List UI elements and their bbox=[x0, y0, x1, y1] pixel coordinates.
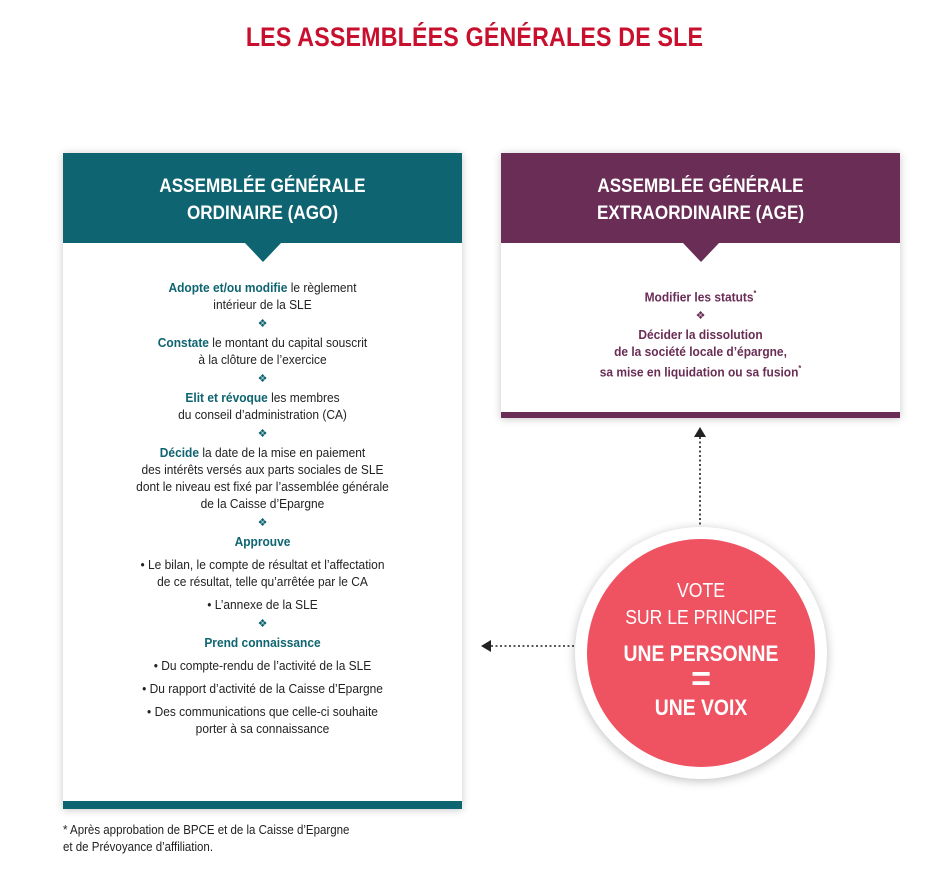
age-heading-line1: ASSEMBLÉE GÉNÉRALE bbox=[597, 176, 804, 197]
age-card bbox=[501, 153, 900, 418]
age-content bbox=[501, 285, 900, 381]
ago-header-pointer bbox=[245, 243, 281, 262]
ago-item4-line2: des intérêts versés aux parts sociales de SLE bbox=[141, 462, 384, 477]
ago-card bbox=[63, 153, 462, 809]
ago-item2-keyword: Constate bbox=[157, 335, 209, 350]
age-item2-line3: sa mise en liquidation ou sa fusion bbox=[599, 364, 799, 380]
vote-badge bbox=[575, 527, 827, 779]
age-heading-line2: EXTRAORDINAIRE (AGE) bbox=[596, 203, 805, 224]
ago-item5-bullet2: • L’annexe de la SLE bbox=[207, 597, 318, 612]
diamond-separator-icon: ❖ bbox=[257, 618, 268, 630]
ago-content bbox=[63, 279, 462, 737]
vote-line1: VOTE bbox=[677, 580, 725, 602]
age-card-header bbox=[501, 153, 900, 243]
age-item1: Modifier les statuts bbox=[644, 289, 754, 305]
ago-item1-text: le règlement bbox=[287, 280, 357, 295]
footnote bbox=[63, 822, 463, 856]
ago-item3-line2: du conseil d’administration (CA) bbox=[178, 407, 347, 422]
vote-line3: UNE PERSONNE bbox=[623, 641, 779, 666]
age-header-pointer bbox=[683, 243, 719, 262]
diamond-separator-icon: ❖ bbox=[257, 517, 268, 529]
ago-item1-keyword: Adopte et/ou modifie bbox=[168, 280, 288, 295]
age-item1-footnote-mark: * bbox=[753, 289, 757, 298]
diamond-separator-icon: ❖ bbox=[257, 373, 268, 385]
arrow-up-head-icon bbox=[694, 427, 706, 437]
page-title: LES ASSEMBLÉES GÉNÉRALES DE SLE bbox=[245, 22, 704, 52]
vote-badge-inner bbox=[587, 539, 815, 767]
ago-heading-line1: ASSEMBLÉE GÉNÉRALE bbox=[159, 176, 366, 197]
ago-item6-keyword: Prend connaissance bbox=[204, 635, 321, 650]
vote-line4: UNE VOIX bbox=[654, 695, 748, 720]
ago-item6-bullet3-line2: porter à sa connaissance bbox=[195, 721, 330, 736]
ago-item2-text: le montant du capital souscrit bbox=[208, 335, 368, 350]
diamond-separator-icon: ❖ bbox=[695, 310, 706, 323]
ago-item6-bullet3-line1: • Des communications que celle-ci souhaite bbox=[147, 704, 378, 719]
age-bottom-bar bbox=[501, 412, 900, 418]
ago-item2-line2: à la clôture de l’exercice bbox=[198, 352, 327, 367]
age-item2-footnote-mark: * bbox=[798, 364, 802, 374]
arrow-left-head-icon bbox=[481, 640, 491, 652]
ago-heading-line2: ORDINAIRE (AGO) bbox=[186, 203, 339, 224]
vote-equals: = bbox=[691, 660, 711, 698]
ago-item5-bullet1-line2: de ce résultat, telle qu’arrêtée par le CA bbox=[157, 574, 368, 589]
age-item2-line1: Décider la dissolution bbox=[638, 327, 763, 343]
ago-item4-line3: dont le niveau est fixé par l’assemblée générale bbox=[136, 479, 389, 494]
footnote-line2: et de Prévoyance d’affiliation. bbox=[63, 840, 214, 854]
ago-item3-text: les membres bbox=[267, 390, 340, 405]
ago-bottom-bar bbox=[63, 801, 462, 809]
ago-item4-text: la date de la mise en paiement bbox=[199, 445, 366, 460]
ago-item4-keyword: Décide bbox=[159, 445, 200, 460]
ago-item5-keyword: Approuve bbox=[234, 534, 291, 549]
ago-item3-keyword: Elit et révoque bbox=[185, 390, 268, 405]
ago-item6-bullet1: • Du compte-rendu de l’activité de la SLE bbox=[153, 658, 372, 673]
age-item2-line2: de la société locale d’épargne, bbox=[614, 344, 787, 360]
diamond-separator-icon: ❖ bbox=[257, 318, 268, 330]
ago-item4-line4: de la Caisse d’Epargne bbox=[200, 496, 325, 511]
ago-item1-line2: intérieur de la SLE bbox=[213, 297, 312, 312]
footnote-line1: * Après approbation de BPCE et de la Caisse d’Epargne bbox=[63, 823, 350, 837]
ago-item5-bullet1-line1: • Le bilan, le compte de résultat et l’affectation bbox=[140, 557, 385, 572]
ago-item6-bullet2: • Du rapport d’activité de la Caisse d’Epargne bbox=[142, 681, 383, 696]
ago-card-header bbox=[63, 153, 462, 243]
vote-line2: SUR LE PRINCIPE bbox=[625, 607, 777, 629]
diamond-separator-icon: ❖ bbox=[257, 428, 268, 440]
